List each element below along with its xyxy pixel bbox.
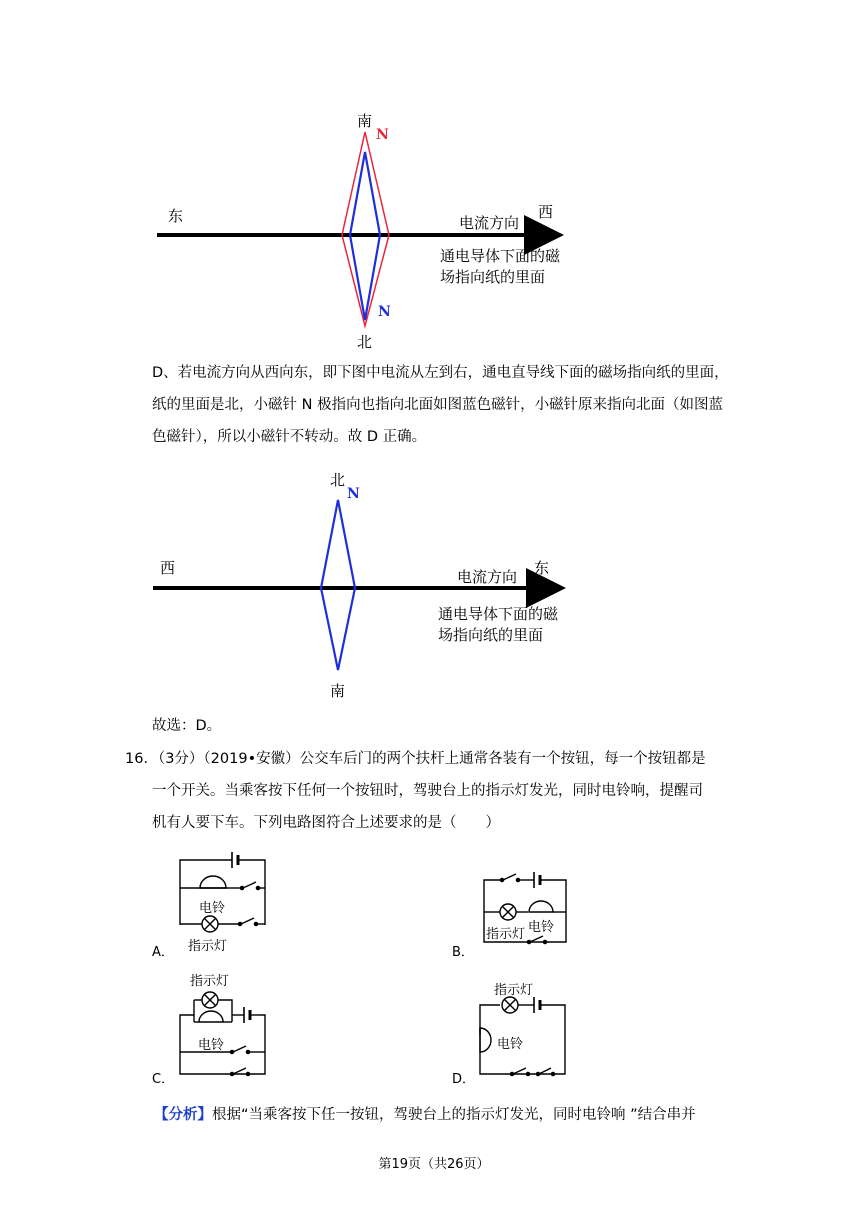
field-note-line1-2: 通电导体下面的磁: [438, 605, 559, 623]
direction-west-label-2: 西: [160, 559, 176, 577]
question-line-2: 一个开关。当乘客按下任何一个按钮时，驾驶台上的指示灯发光，同时电铃响，提醒司: [152, 783, 703, 799]
field-note-line1: 通电导体下面的磁: [440, 247, 561, 265]
answer-line: 故选：D。: [152, 718, 222, 734]
blue-needle-n-label: N: [378, 304, 391, 320]
circuit-c-bell-label: 电铃: [198, 1038, 225, 1053]
analysis-text: 根据“当乘客按下任一按钮，驾驶台上的指示灯发光，同时电铃响 ”结合串并: [212, 1107, 696, 1123]
analysis-tag: 【分析】: [154, 1107, 212, 1123]
option-b-label[interactable]: B．: [452, 945, 474, 960]
option-d-explanation: D、若电流方向从西向东，即下图中电流从左到右，通电直导线下面的磁场指向纸的里面，纸的里面是北，小磁针 N 极指向也指向北面如图蓝色磁针，小磁针原来指向北面（如图蓝色磁针），所以小磁针不转动。故 D 正确。: [152, 365, 729, 445]
option-a-label[interactable]: A．: [152, 945, 174, 960]
circuit-a-lamp-label: 指示灯: [188, 939, 228, 954]
question-line-3: 机有人要下车。下列电路图符合上述要求的是（ ）: [152, 815, 500, 831]
direction-north-label-2: 北: [330, 471, 346, 489]
needle-n-label-2: N: [347, 486, 360, 502]
circuit-b-bell-label: 电铃: [528, 920, 555, 935]
analysis-line: [154, 1099, 754, 1131]
circuit-a-bell-label: 电铃: [199, 901, 226, 916]
page-footer: 第19页（共26页）: [378, 1157, 490, 1172]
circuit-d-bell-label: 电铃: [497, 1037, 524, 1052]
circuit-d-lamp-label: 指示灯: [494, 983, 534, 998]
option-c-label[interactable]: C．: [152, 1072, 175, 1087]
direction-south-label: 南: [357, 112, 373, 130]
field-note-line2: 场指向纸的里面: [440, 268, 546, 286]
current-direction-label-2: 电流方向: [457, 568, 518, 586]
current-direction-label: 电流方向: [459, 214, 520, 232]
question-line-1: 16．（3分）（2019•安徽）公交车后门的两个扶杆上通常各装有一个按钮，每一个按钮都是: [125, 751, 706, 767]
direction-west-label: 西: [538, 203, 554, 221]
direction-north-label: 北: [357, 333, 373, 351]
direction-east-label-2: 东: [534, 559, 550, 577]
direction-east-label: 东: [168, 207, 184, 225]
circuit-c-lamp-label: 指示灯: [190, 974, 230, 989]
option-d-label[interactable]: D．: [452, 1072, 476, 1087]
red-needle-n-label: N: [376, 127, 389, 143]
circuit-b-lamp-label: 指示灯: [486, 927, 526, 942]
circuit-a: [180, 852, 265, 932]
field-note-line2-2: 场指向纸的里面: [438, 626, 544, 644]
direction-south-label-2: 南: [330, 682, 346, 700]
